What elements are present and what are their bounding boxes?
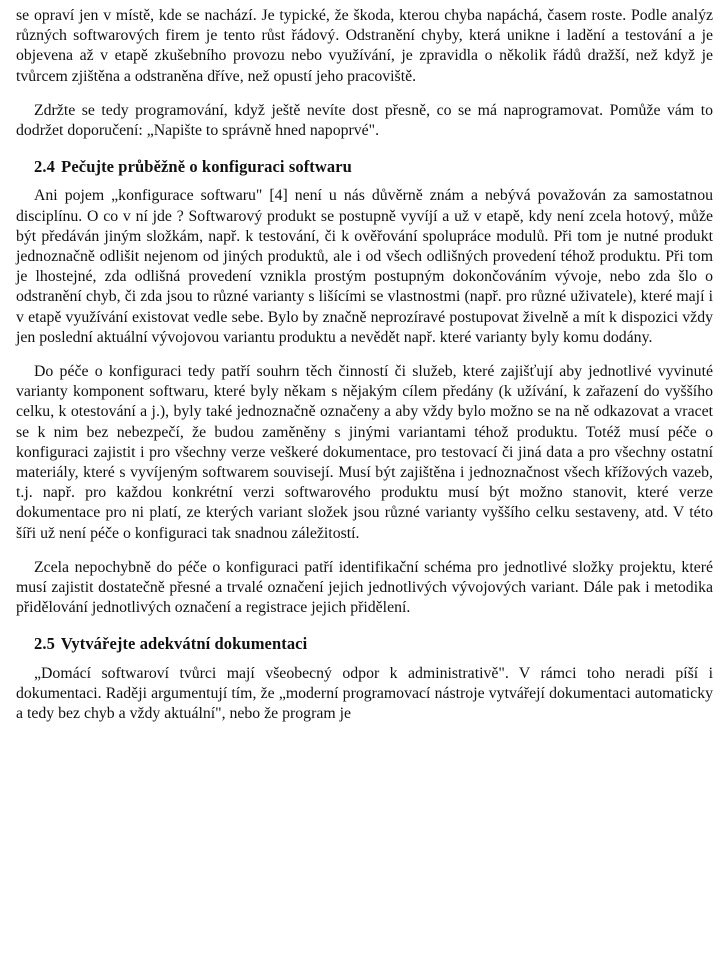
- section-gap: [16, 141, 713, 157]
- section-number: 2.5: [34, 634, 55, 654]
- section-2-4-paragraph-1: Ani pojem „konfigurace softwaru" [4] není u nás důvěrně znám a nebývá považován za samostatnou disciplínu. O co v ní jde ? Softwarový produkt se postupně vyvíjí a už v etapě, kdy není zcela hotový, může být předáván jiným složkám, např. k testování, či k ověřování spolupráce modulů. Při tom je nutné produkt jednoznačně odlišit nejenom od jiných produktů, ale i od všech odlišných provedení téhož produktu. Při tom je lhostejné, zda odlišná provedení vznikla prostým postupným dokončováním vývoje, nebo zda šlo o odstranění chyb, či zda jsou to různé varianty s lišícími se vlastnostmi (např. pro různé uživatele), které mají i v etapě využívání existovat vedle sebe. Bylo by značně neprozíravé postupovat živelně a mít k dispozici vždy jen poslední aktuální vývojovou variantu produktu a nevědět např. které varianty byly komu dodány.: [16, 187, 713, 346]
- paragraph-gap: [16, 348, 713, 362]
- paragraph-advice: Zdržte se tedy programování, když ještě nevíte dost přesně, co se má naprogramovat. Pomůže vám to dodržet doporučení: „Napište to správně hned napoprvé".: [16, 101, 713, 140]
- section-title: Vytvářejte adekvátní dokumentaci: [60, 634, 308, 654]
- section-gap: [16, 618, 713, 634]
- section-number: 2.4: [34, 157, 55, 177]
- section-2-5-paragraph-1: „Domácí softwaroví tvůrci mají všeobecný odpor k administrativě". V rámci toho neradi píší i dokumentaci. Raději argumentují tím, že „moderní programovací nástroje vytvářejí dokumentaci automaticky a tedy bez chyb a vždy aktuální", nebo že program je: [16, 664, 713, 723]
- section-2-4-paragraph-3: Zcela nepochybně do péče o konfiguraci patří identifikační schéma pro jednotlivé složky projektu, které musí zajistit dostatečně přesné a trvalé označení jejich jednotlivých vývojových variant. Dále pak i metodika přidělování jednotlivých označení a registrace jejich přidělení.: [16, 558, 713, 617]
- paragraph-gap: [16, 87, 713, 101]
- section-2-4-paragraph-2: Do péče o konfiguraci tedy patří souhrn těch činností či služeb, které zajišťují aby jednotlivé vyvinuté varianty komponent softwaru, které byly někam s nějakým cílem předány (k užívání, k zařazení do vyššího celku, k otestování a j.), byly také jednoznačně označeny a aby vždy bylo možno se na ně odkazovat a vracet se k nim bez nebezpečí, že budou zaměněny s jinými variantami téhož produktu. Totéž musí péče o konfiguraci zajistit i pro všechny verze veškeré dokumentace, pro testovací či jiná data a pro všechny ostatní materiály, které s vyvíjeným softwarem souvisejí. Musí být zajištěna i jednoznačnost všech křížových vazeb, t.j. např. pro každou konkrétní verzi softwarového produktu musí být možno stanovit, které verze dokumentace pro ni platí, ze kterých variant složek jsou různé varianty vyššího celku sestaveny, atd. V této šíři už není péče o konfiguraci tak snadnou záležitostí.: [16, 363, 713, 542]
- section-title: Pečujte průběžně o konfiguraci softwaru: [61, 157, 352, 177]
- section-heading-2-4: [34, 157, 713, 177]
- paragraph-gap: [16, 544, 713, 558]
- section-heading-2-5: [34, 634, 713, 654]
- paragraph-intro-continuation: se opraví jen v místě, kde se nachází. Je typické, že škoda, kterou chyba napáchá, časem roste. Podle analýz různých softwarových firem je tento růst řádový. Odstranění chyby, která unikne i ladění a testování a je objevena až v etapě zkušebního provozu nebo využívání, je zpravidla o několik řádů dražší, než když je tvůrcem zjištěna a odstraněna dříve, než opustí jeho pracoviště.: [16, 7, 713, 85]
